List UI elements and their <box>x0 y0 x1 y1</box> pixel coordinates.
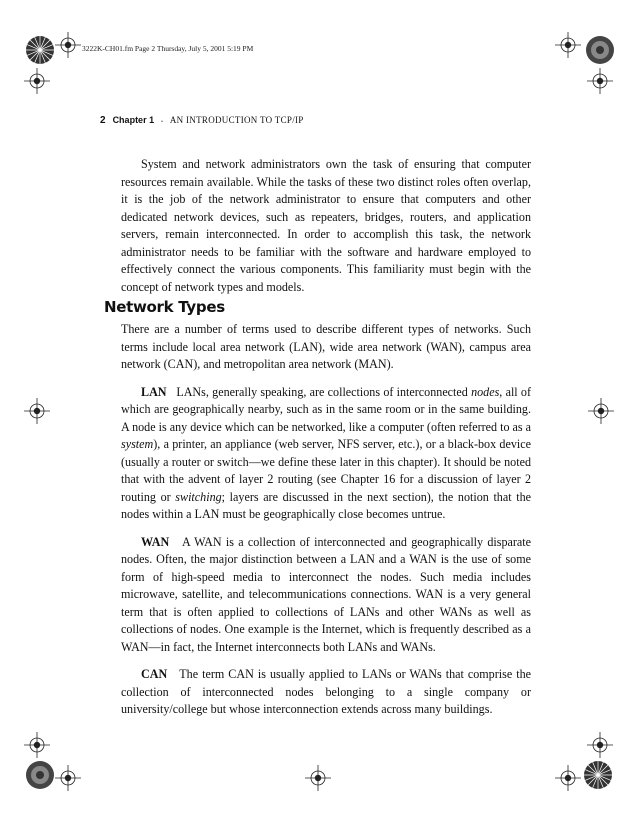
wan-text: A WAN is a collection of interconnected and geographically disparate nodes. Often, the major distinction between a LAN and a WAN is the use of some form of high-speed media to interconnect the nodes. Such media includes microwave, satellite, and telecommunications connections. WAN is a very general term that is often applied to collections of LANs and other WANs as well as collections of nodes. One example is the Internet, which is frequently described as a WAN—in fact, the Internet interconnects both LANs and WANs. <box>121 534 531 654</box>
print-slug: 3222K-CH01.fm Page 2 Thursday, July 5, 2001 5:19 PM <box>82 44 254 53</box>
registration-crosshair-icon <box>555 32 581 58</box>
chapter-label: Chapter 1 <box>112 115 155 125</box>
registration-crosshair-icon <box>24 68 50 94</box>
wan-paragraph <box>121 534 531 657</box>
registration-starburst-icon <box>25 35 55 65</box>
lan-text: ), a printer, an appliance (web server, NFS server, etc.), or a black-box device (usually a router or switch—we define these later in this chapter). It should be noted that with the advent of layer 2 routing (see Chapter 16 for a discussion of layer 2 routing or <box>121 437 531 504</box>
lan-italic-system: system <box>121 437 154 451</box>
lead-paragraph: There are a number of terms used to describe different types of networks. Such terms include local area network (LAN), wide area network (WAN), campus area network (CAN), and metropolitan area network (MAN). <box>121 322 531 371</box>
bullet-separator: • <box>161 119 163 125</box>
lan-italic-switching: switching <box>175 489 222 504</box>
registration-crosshair-icon <box>587 68 613 94</box>
registration-crosshair-icon <box>24 732 50 758</box>
registration-starburst-icon <box>25 760 55 790</box>
network-types-block <box>121 321 531 729</box>
registration-crosshair-icon <box>24 398 50 424</box>
lan-text: LANs, generally speaking, are collections of interconnected <box>176 384 472 399</box>
registration-crosshair-icon <box>588 398 614 424</box>
registration-crosshair-icon <box>555 765 581 791</box>
registration-crosshair-icon <box>55 765 81 791</box>
can-paragraph <box>121 666 531 719</box>
lan-paragraph <box>121 384 531 524</box>
intro-paragraph: System and network administrators own the task of ensuring that computer resources remain available. While the tasks of these two distinct roles often overlap, it is the job of the network administrator to ensure that computers and other dedicated network devices, such as repeaters, bridges, routers, and application servers, remain interconnected. In order to accomplish this task, the network administrator needs to be familiar with the software and hardware employed to effectively connect the various components. This familiarity must begin with the concept of network types and models. <box>121 157 531 294</box>
registration-crosshair-icon <box>55 32 81 58</box>
can-term: CAN <box>141 667 168 681</box>
intro-block <box>121 156 531 306</box>
registration-crosshair-icon <box>587 732 613 758</box>
wan-term: WAN <box>141 534 170 549</box>
running-head <box>100 115 304 126</box>
registration-crosshair-icon <box>305 765 331 791</box>
page-number: 2 <box>100 115 106 126</box>
chapter-title: AN INTRODUCTION TO TCP/IP <box>169 115 304 125</box>
can-text: The term CAN is usually applied to LANs or WANs that comprise the collection of interconnected nodes belonging to a single company or university/college but whose interconnection extends across many buildings. <box>121 667 531 716</box>
registration-starburst-icon <box>583 760 613 790</box>
lan-text: , all of which are geographically nearby, such as in the same room or in the same building. A node is any device which can be networked, like a computer (often referred to as a <box>121 384 532 434</box>
section-heading: Network Types <box>104 298 225 316</box>
lan-italic-nodes: nodes <box>471 384 500 399</box>
lan-text: ; layers are discussed in the next section), the notion that the nodes within a LAN must be geographically close becomes untrue. <box>121 489 531 521</box>
registration-starburst-icon <box>585 35 615 65</box>
lan-term: LAN <box>141 384 167 399</box>
